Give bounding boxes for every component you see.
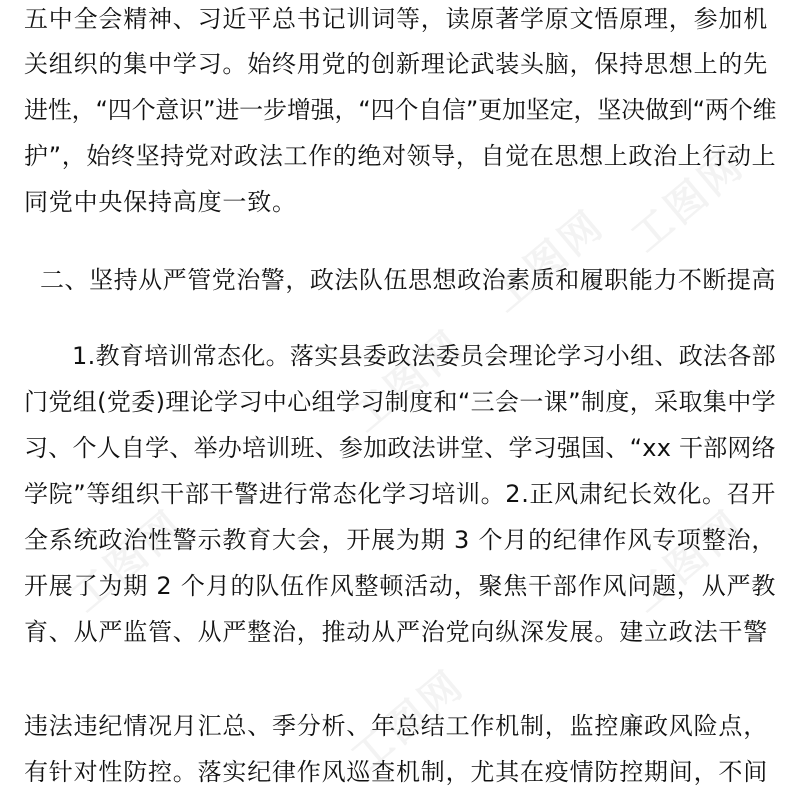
paragraph-line: 育、从严监管、从严整治，推动从严治党向纵深发展。建立政法干警 — [24, 618, 768, 646]
paragraph-line: 同党中央保持高度一致。 — [24, 188, 297, 216]
paragraph-line: 护”，始终坚持党对政法工作的绝对领导，自觉在思想上政治上行动上 — [24, 142, 777, 170]
paragraph-line: 五中全会精神、习近平总书记训词等，读原著学原文悟原理，参加机 — [24, 5, 768, 33]
paragraph-line: 全系统政治性警示教育大会，开展为期 3 个月的纪律作风专项整治， — [24, 526, 777, 554]
section-heading: 二、坚持从严管党治警，政法队伍思想政治素质和履职能力不断提高 — [40, 266, 776, 294]
watermark: 工图网 — [482, 201, 614, 322]
paragraph-line: 开展了为期 2 个月的队伍作风整顿活动，聚焦干部作风问题，从严教 — [24, 572, 777, 600]
paragraph-line: 习、个人自学、举办培训班、参加政法讲堂、学习强国、“xx 干部网络 — [24, 434, 776, 462]
watermark: 工图网 — [342, 661, 474, 782]
watermark: 工图网 — [62, 501, 194, 622]
watermark: 工图网 — [622, 141, 754, 262]
paragraph-line: 违法违纪情况月汇总、季分析、年总结工作机制，监控廉政风险点， — [24, 712, 768, 740]
paragraph-line: 学院”等组织干部干警进行常态化学习培训。2.正风肃纪长效化。召开 — [24, 480, 776, 508]
watermark: 工图网 — [622, 501, 754, 622]
paragraph-line: 进性，“四个意识”进一步增强，“四个自信”更加坚定，坚决做到“两个维 — [24, 96, 777, 124]
paragraph-line: 1.教育培训常态化。落实县委政法委员会理论学习小组、政法各部 — [72, 342, 776, 370]
paragraph-line: 门党组(党委)理论学习中心组学习制度和“三会一课”制度，采取集中学 — [24, 388, 776, 416]
paragraph-line: 有针对性防控。落实纪律作风巡查机制，尤其在疫情防控期间，不间 — [24, 758, 768, 786]
watermark: 工图网 — [342, 321, 474, 442]
paragraph-line: 关组织的集中学习。始终用党的创新理论武装头脑，保持思想上的先 — [24, 50, 768, 78]
